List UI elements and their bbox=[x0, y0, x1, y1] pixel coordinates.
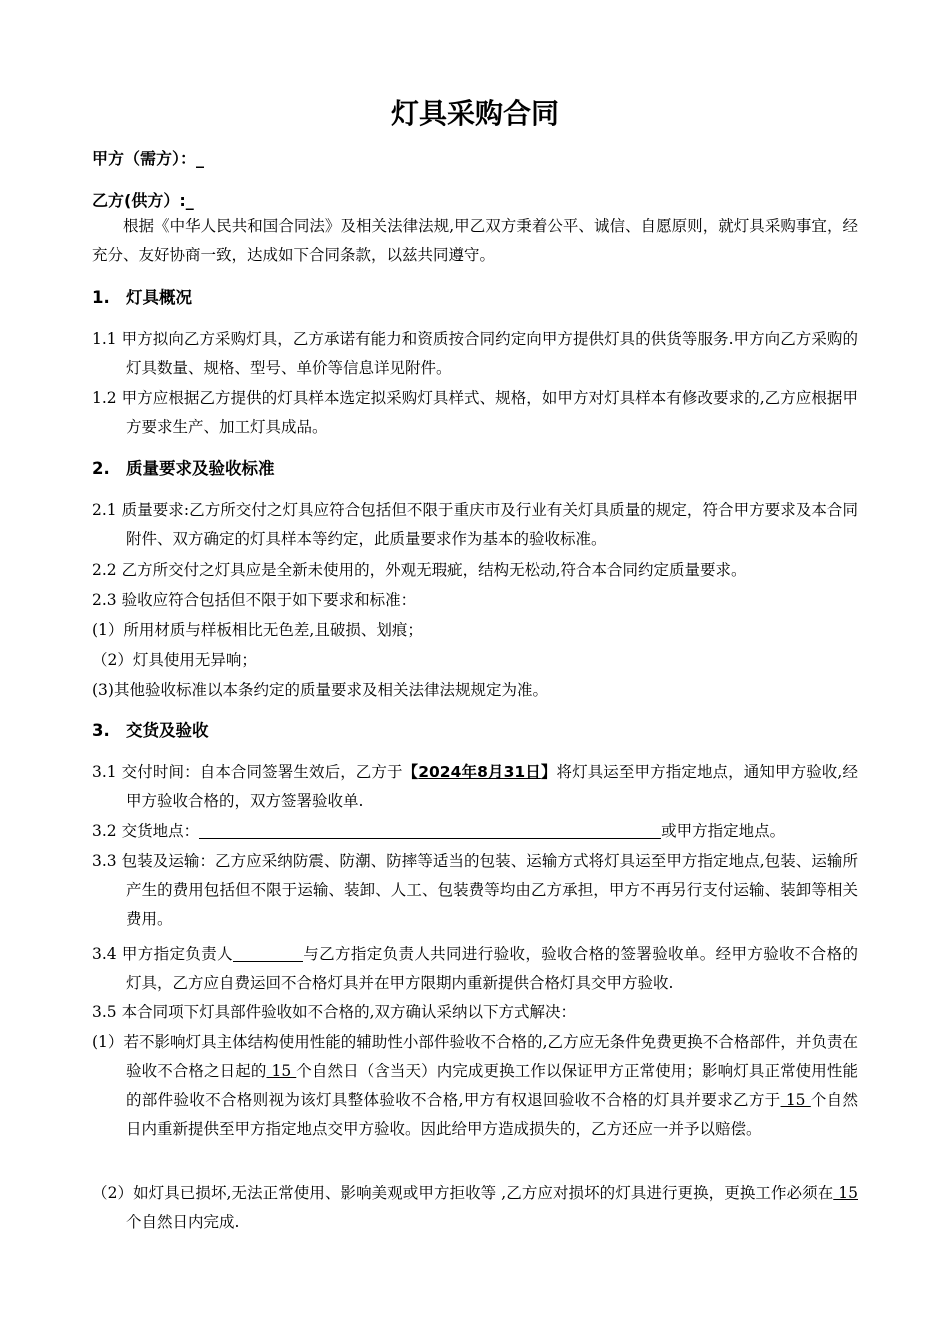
clause-2-3-item-2: （2）灯具使用无异响； bbox=[92, 651, 257, 669]
section-1-heading bbox=[92, 287, 192, 309]
party-b-line: 乙方(供方）:_ bbox=[92, 191, 194, 210]
clause-text: 3.1 交付时间：自本合同签署生效后，乙方于 bbox=[92, 763, 403, 781]
clause-text: 与乙方指定负责人共同进行验收，验收合格的签署验收单。经甲方验收不合格的灯具，乙方应自费运回不合格灯具并在甲方限期内重新提供合格灯具交甲方验收. bbox=[126, 945, 858, 992]
clause-1-2: 1.2 甲方应根据乙方提供的灯具样本选定拟采购灯具样式、规格，如甲方对灯具样本有修改要求的,乙方应根据甲方要求生产、加工灯具成品。 bbox=[92, 389, 858, 436]
delivery-date: 2024年8月31日 bbox=[418, 763, 541, 781]
clause-3-5: 3.5 本合同项下灯具部件验收如不合格的,双方确认采纳以下方式解决： bbox=[92, 1003, 577, 1021]
clause-text: 3.4 甲方指定负责人 bbox=[92, 945, 233, 963]
bracket-close: 】 bbox=[540, 763, 557, 781]
clause-1-1: 1.1 甲方拟向乙方采购灯具，乙方承诺有能力和资质按合同约定向甲方提供灯具的供货等服务.甲方向乙方采购的灯具数量、规格、型号、单价等信息详见附件。 bbox=[92, 330, 858, 377]
clause-2-3-item-3: (3)其他验收标准以本条约定的质量要求及相关法律法规规定为准。 bbox=[92, 681, 548, 699]
clause-text: 3.2 交货地点： bbox=[92, 822, 200, 840]
clause-text: 个自然日内完成. bbox=[126, 1213, 240, 1231]
clause-3-2 bbox=[92, 817, 858, 846]
clause-3-4 bbox=[92, 940, 858, 998]
clause-text: 个自然日内重新提供至甲方指定地点交甲方验收。因此给甲方造成损失的，乙方还应一并予以赔偿。 bbox=[126, 1091, 858, 1138]
clause-text: (1）若不影响灯具主体结构使用性能的辅助性小部件验收不合格的,乙方应无条件免费更换不合格部件，并负责在验收不合格之日起的 bbox=[92, 1033, 858, 1080]
section-2-heading bbox=[92, 458, 275, 480]
section-number: 1. bbox=[92, 288, 110, 307]
days-value: 15 bbox=[266, 1062, 297, 1080]
section-3-heading bbox=[92, 720, 209, 742]
clause-text: 个自然日（含当天）内完成更换工作以保证甲方正常使用；影响灯具正常使用性能的部件验收不合格则视为该灯具整体验收不合格,甲方有权退回验收不合格的灯具并要求乙方于 bbox=[126, 1062, 858, 1109]
section-title: 质量要求及验收标准 bbox=[126, 459, 275, 478]
intro-paragraph: 根据《中华人民共和国合同法》及相关法律法规,甲乙双方秉着公平、诚信、自愿原则，就灯具采购事宜，经充分、友好协商一致，达成如下合同条款，以兹共同遵守。 bbox=[92, 217, 858, 264]
clause-text: （2）如灯具已损坏,无法正常使用、影响美观或甲方拒收等 ,乙方应对损坏的灯具进行更换，更换工作必须在 bbox=[92, 1184, 834, 1202]
clause-2-1: 2.1 质量要求:乙方所交付之灯具应符合包括但不限于重庆市及行业有关灯具质量的规定，符合甲方要求及本合同附件、双方确定的灯具样本等约定，此质量要求作为基本的验收标准。 bbox=[92, 501, 858, 548]
clause-3-5-item-2 bbox=[92, 1179, 858, 1237]
clause-3-1 bbox=[92, 758, 858, 816]
section-title: 灯具概况 bbox=[126, 288, 192, 307]
days-value: 15 bbox=[780, 1091, 811, 1109]
clause-2-3-item-1: (1）所用材质与样板相比无色差,且破损、划痕； bbox=[92, 621, 423, 639]
days-value: 15 bbox=[833, 1184, 858, 1202]
responsible-person-blank[interactable] bbox=[233, 943, 303, 962]
page-title: 灯具采购合同 bbox=[390, 97, 559, 130]
bracket-open: 【 bbox=[402, 763, 419, 781]
delivery-location-blank[interactable] bbox=[199, 820, 661, 839]
clause-2-3: 2.3 验收应符合包括但不限于如下要求和标准： bbox=[92, 591, 417, 609]
clause-2-2: 2.2 乙方所交付之灯具应是全新未使用的，外观无瑕疵，结构无松动,符合本合同约定质量要求。 bbox=[92, 561, 747, 579]
section-number: 2. bbox=[92, 459, 110, 478]
section-number: 3. bbox=[92, 721, 110, 740]
section-title: 交货及验收 bbox=[126, 721, 209, 740]
clause-3-3: 3.3 包装及运输：乙方应采纳防震、防潮、防摔等适当的包装、运输方式将灯具运至甲方指定地点,包装、运输所产生的费用包括但不限于运输、装卸、人工、包装费等均由乙方承担，甲方不再另行支付运输、装卸等相关费用。 bbox=[92, 852, 858, 928]
clause-3-5-item-1 bbox=[92, 1028, 858, 1144]
clause-text: 或甲方指定地点。 bbox=[661, 822, 786, 840]
clause-text: 将灯具运至甲方指定地点，通知甲方验收,经甲方验收合格的，双方签署验收单. bbox=[126, 763, 858, 810]
party-a-line: 甲方（需方）：_ bbox=[92, 149, 205, 168]
